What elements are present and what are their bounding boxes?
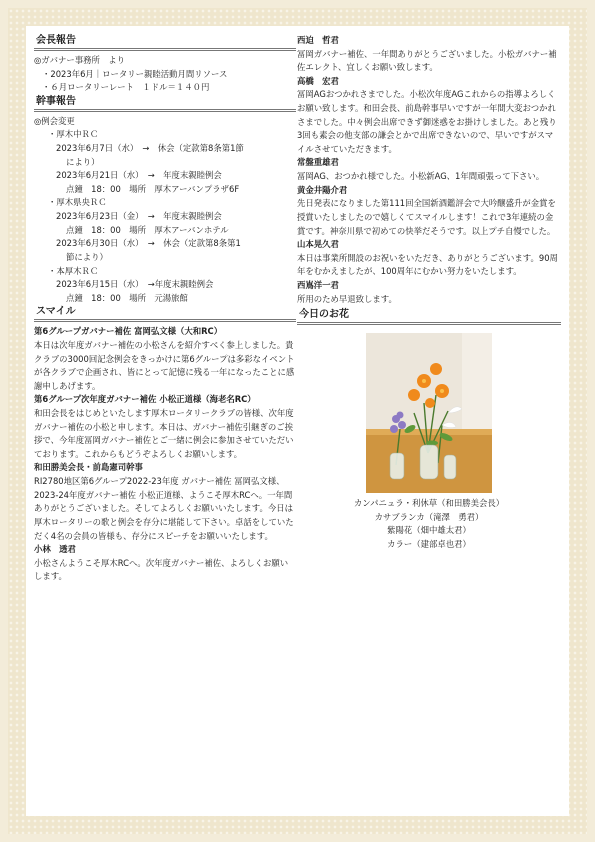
meeting-change: 2023年6月7日（水） → 休会（定款第8条第1節 xyxy=(56,143,244,154)
section-title-kanji: 幹事報告 xyxy=(34,95,296,112)
smile-text: RI2780地区第6グループ2022-23年度 ガバナー補佐 冨岡弘文様、2023-24年度ガバナー補佐 小松正道様、ようこそ厚木RCへ。一年間ありがとうございました。そしてよろしくお願いいたします。今日は厚木ロータリーの歌と例会を存分に堪能して下さい。卓話をしていただく4名の会員の皆様も、存分にスピーチをお願いいたします。 xyxy=(34,476,294,541)
meeting-change: 節により） xyxy=(66,251,108,262)
smile-text: 本日は次年度ガバナー補佐の小松さんを紹介すべく参上しました。貴クラブの3000回記念例会をきっかけに第6グループは多彩なイベントが各クラブで企画され、皆にとって記憶に残る一年になったことに感謝申しあげます。 xyxy=(34,339,295,391)
flower-caption: 紫陽花（畑中雄太君） xyxy=(387,525,471,536)
meeting-change: 2023年6月21日（水） → 年度末親睦例会 xyxy=(56,170,222,181)
smile-name: 常盤重雄君 xyxy=(297,157,339,168)
flower-caption: カラー（建部卓也君） xyxy=(387,539,471,550)
meeting-change: 2023年6月30日（水） → 休会（定款第8条第1 xyxy=(56,238,241,249)
kaicho-line: ・６月ロータリーレート １ドル＝１４０円 xyxy=(42,82,210,93)
flower-caption: カサブランカ（滝澤 勇君） xyxy=(374,511,484,522)
meeting-change: 点鐘 18：00 場所 厚木アーバンホテル xyxy=(66,224,229,235)
smile-text: 和田会長をはじめといたします厚木ロータリークラブの皆様、次年度ガバナー補佐の小松と申します。本日は、ガバナー補佐引継ぎのご挨拶で、今年度冨岡ガバナー補佐とご一緒に例会に参加させていただいております。これからもどうぞよろしくお願いします。 xyxy=(34,408,294,459)
kaicho-line: ・2023年6月｜ロータリー親睦活動月間リソース xyxy=(42,68,228,79)
club-name: ・厚木中ＲＣ xyxy=(48,129,99,140)
smile-name: 山本晃久君 xyxy=(297,239,339,250)
smile-name: 西迫 哲君 xyxy=(297,35,339,45)
smile-text: 本日は事業所開設のお祝いをいただき、ありがとうございます。90周年をむかえましたが、100周年にむかい努力をいたします。 xyxy=(297,252,558,277)
kaicho-line: ◎ガバナー事務所 より xyxy=(34,55,126,65)
smile-text: 冨岡ガバナー補佐、一年間ありがとうございました。小松ガバナー補佐エレクト、宜しくお願い致します。 xyxy=(297,48,557,73)
meeting-change: により） xyxy=(66,156,100,167)
kanji-head: ◎例会変更 xyxy=(34,115,75,126)
left-column xyxy=(34,34,296,584)
meeting-change: 点鐘 18：00 場所 厚木アーバンプラザ6F xyxy=(66,183,240,194)
smile-name: 第6グループ次年度ガバナー補佐 小松正道様（海老名RC） xyxy=(34,394,256,405)
smile-text: 所用のため早退致します。 xyxy=(297,293,397,304)
meeting-change: 2023年6月23日（金） → 年度末親睦例会 xyxy=(56,211,222,222)
smile-name: 西嶌洋一君 xyxy=(297,279,339,290)
smile-name: 高橋 宏君 xyxy=(297,75,339,86)
smile-name: 和田勝美会長・前島憲司幹事 xyxy=(34,462,143,473)
meeting-change: 2023年6月15日（水） →年度末親睦例会 xyxy=(56,279,214,290)
smile-name: 小林 透君 xyxy=(34,544,76,555)
newsletter-page xyxy=(26,26,569,816)
smile-text: 先日発表になりました第111回全国新酒鑑評会で大吟醸盛升が金賞を授賞いたしましたので嬉しくてスマイルします！これで3年連続の金賞です。神奈川県で初めての快挙だそうです。以上プチ自慢でした。 xyxy=(297,198,556,236)
meeting-change: 点鐘 18：00 場所 元湯旅館 xyxy=(66,292,188,303)
flower-caption: カンパニュラ・利休草（和田勝美会長） xyxy=(353,498,505,509)
smile-text: 冨岡AGおつかれさまでした。小松次年度AGこれからの指導よろしくお願い致します。和田会長、前島幹事早いですが一年間大変おつかれさまでした。中々例会出席できず御迷惑をお掛けしました。あと残り3回も素会の他支部の謙会とかで出席できないので、早いですがスマイルさせていただきます。 xyxy=(297,89,557,154)
smile-text: 小松さんようこそ厚木RCへ。次年度ガバナー補佐、よろしくお願いします。 xyxy=(34,557,289,582)
flower-arrangement-photo xyxy=(366,333,492,493)
club-name: ・本厚木ＲＣ xyxy=(48,265,99,276)
section-title-flower: 今日のお花 xyxy=(297,308,561,325)
smile-text: 冨岡AG、おつかれ様でした。小松新AG、1年間頑張って下さい。 xyxy=(297,171,545,182)
section-title-smile: スマイル xyxy=(34,305,296,322)
smile-name: 黄金井陽介君 xyxy=(297,184,348,195)
smile-name: 第6グループガバナー補佐 富岡弘文様（大和RC） xyxy=(34,326,223,337)
right-column xyxy=(297,34,561,552)
flower-illustration xyxy=(366,333,492,493)
club-name: ・厚木県央ＲＣ xyxy=(48,197,107,208)
section-title-kaicho: 会長報告 xyxy=(34,34,296,51)
